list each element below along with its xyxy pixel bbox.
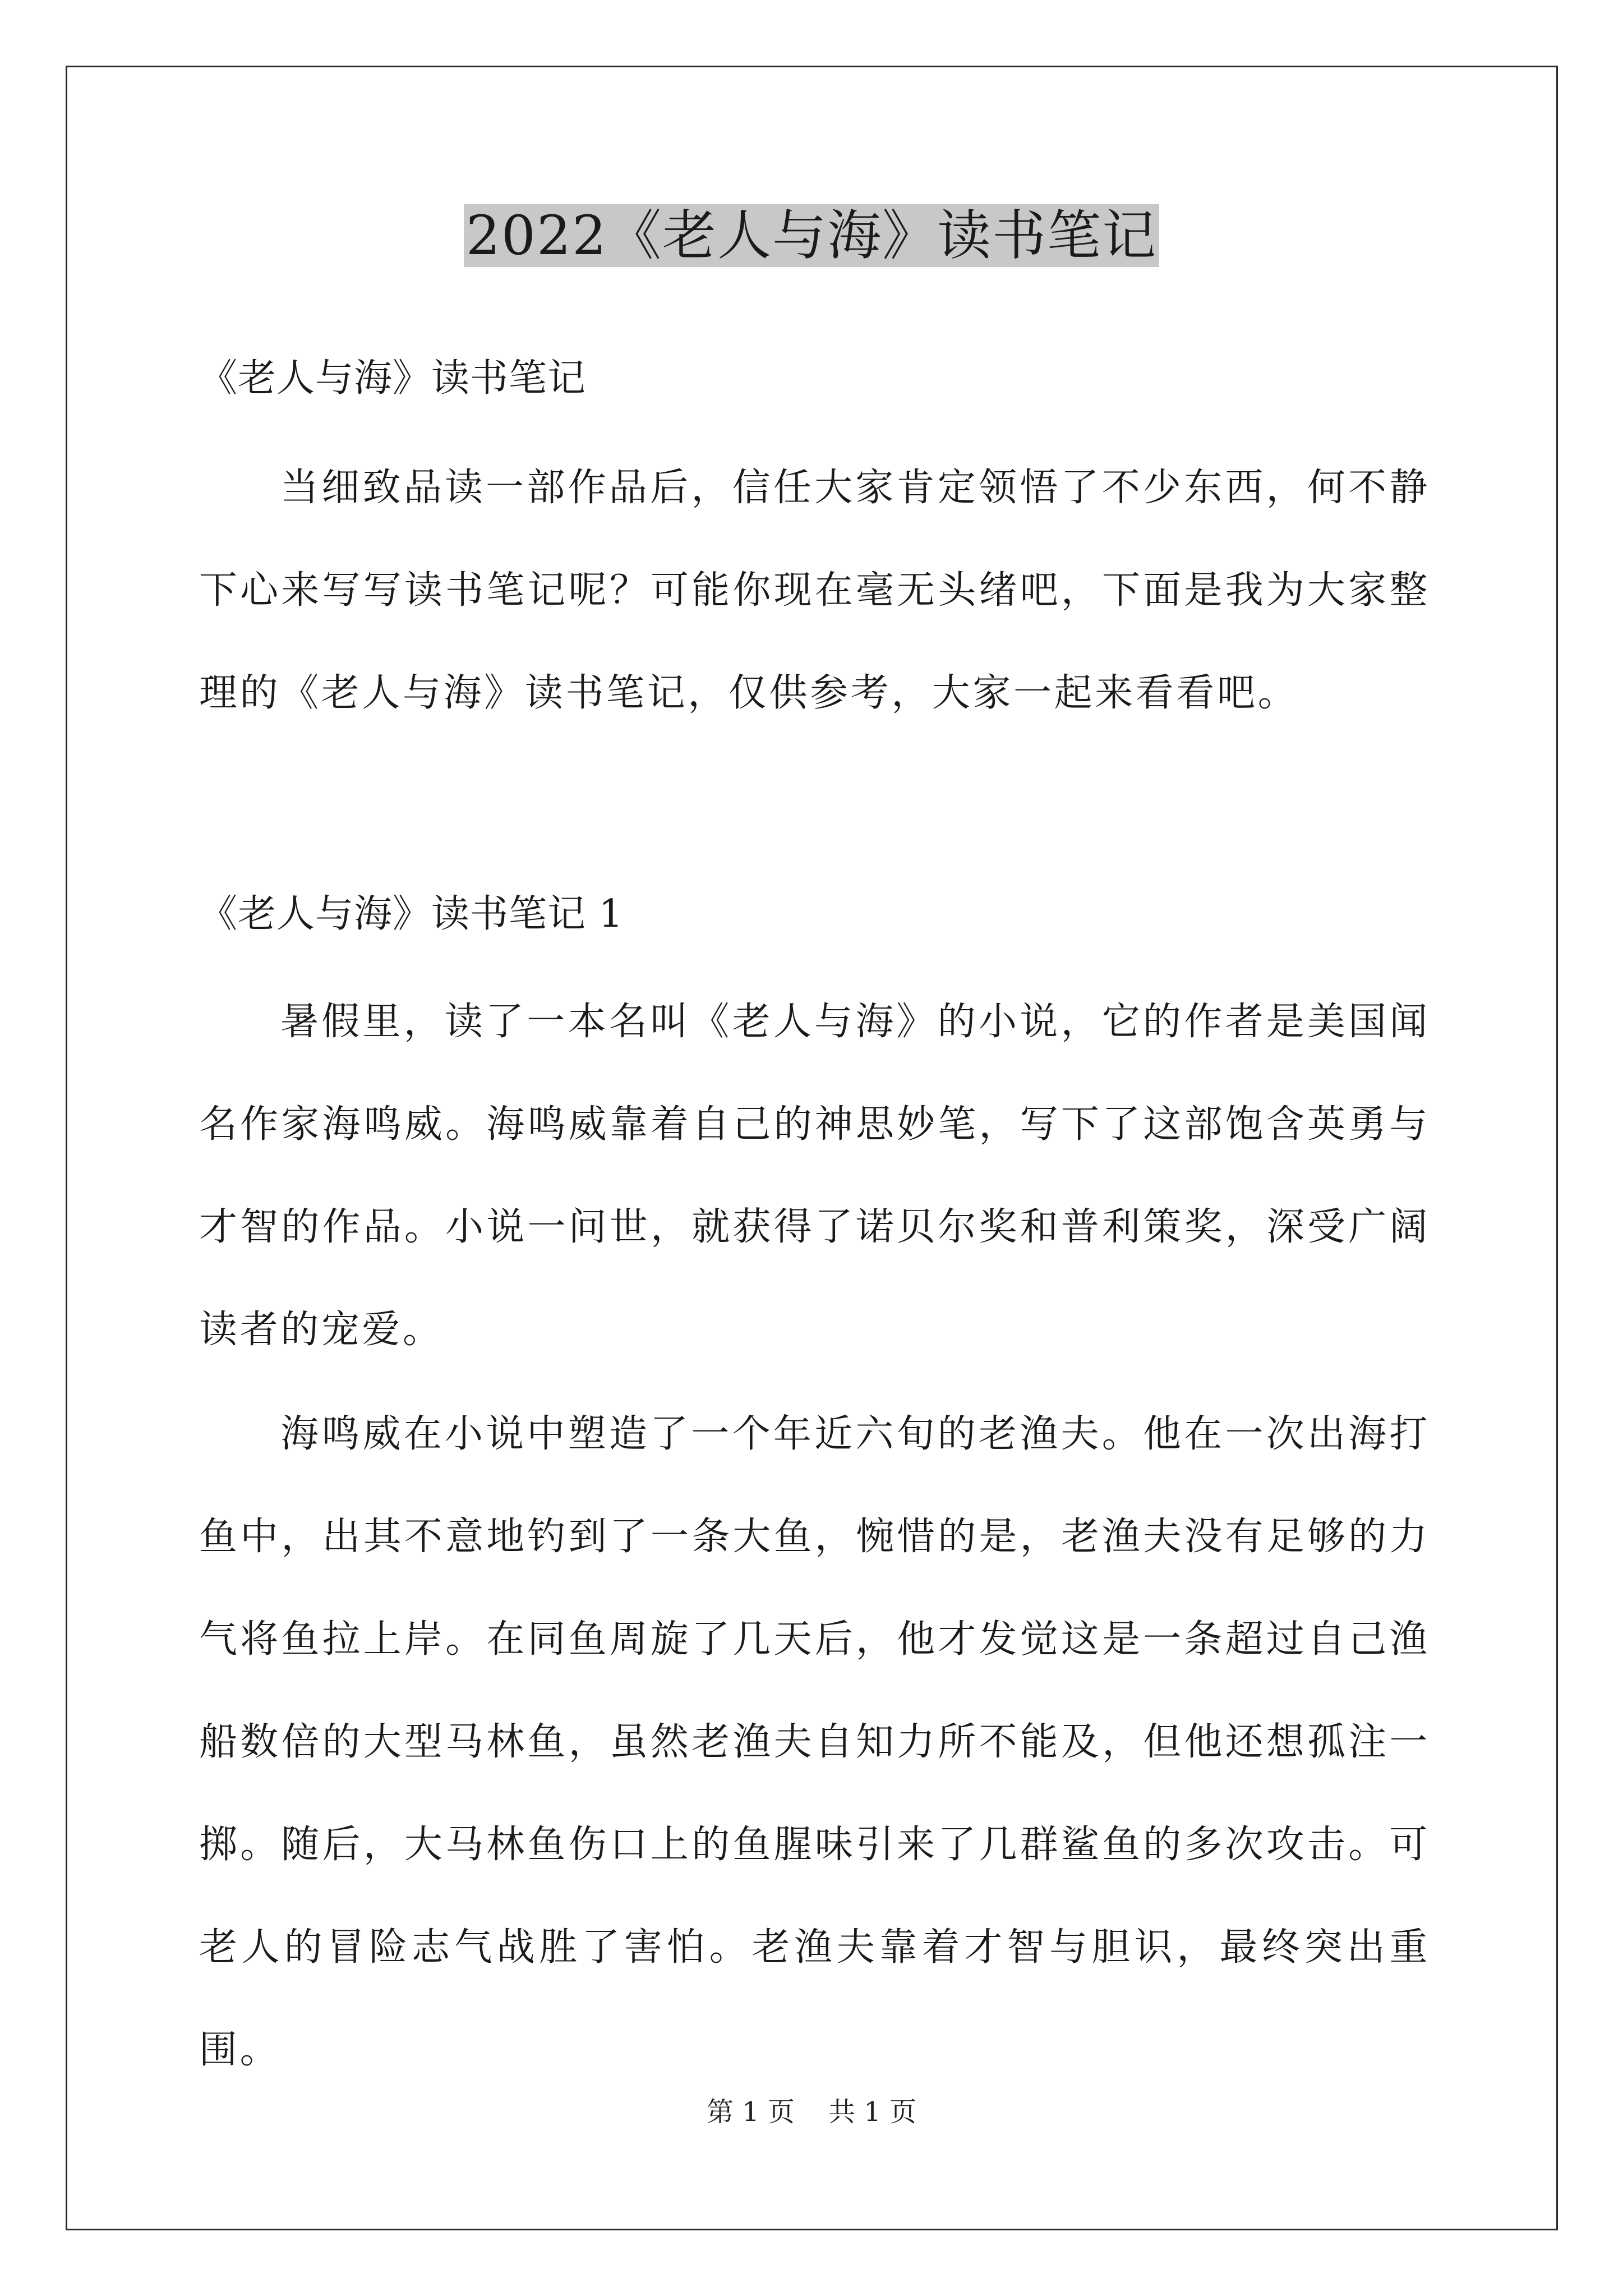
- section1-heading: 《老人与海》读书笔记 1: [199, 892, 624, 936]
- document-title: [0, 199, 1623, 272]
- page-number-current: 第 1 页: [706, 2096, 795, 2128]
- section1-paragraph-1: 暑假里，读了一本名叫《老人与海》的小说，它的作者是美国闻名作家海鸣威。海鸣威靠着自己的神思妙笔，写下了这部饱含英勇与才智的作品。小说一问世，就获得了诺贝尔奖和普利策奖，深受广阔读者的宠爱。: [199, 1000, 1430, 1352]
- page-footer: [0, 2095, 1623, 2129]
- page-number-total: 共 1 页: [828, 2096, 917, 2128]
- section1-paragraph-2: 海鸣威在小说中塑造了一个年近六旬的老渔夫。他在一次出海打鱼中，出其不意地钓到了一条大鱼，惋惜的是，老渔夫没有足够的力气将鱼拉上岸。在同鱼周旋了几天后，他才发觉这是一条超过自己渔船数倍的大型马林鱼，虽然老渔夫自知力所不能及，但他还想孤注一掷。随后，大马林鱼伤口上的鱼腥味引来了几群鲨鱼的多次攻击。可老人的冒险志气战胜了害怕。老渔夫靠着才智与胆识，最终突出重围。: [199, 1412, 1430, 2072]
- intro-heading: 《老人与海》读书笔记: [199, 356, 587, 401]
- intro-paragraph: 当细致品读一部作品后，信任大家肯定领悟了不少东西，何不静下心来写写读书笔记呢？可能你现在毫无头绪吧，下面是我为大家整理的《老人与海》读书笔记，仅供参考，大家一起来看看吧。: [199, 466, 1430, 715]
- document-title-text: 2022《老人与海》读书笔记: [464, 204, 1159, 267]
